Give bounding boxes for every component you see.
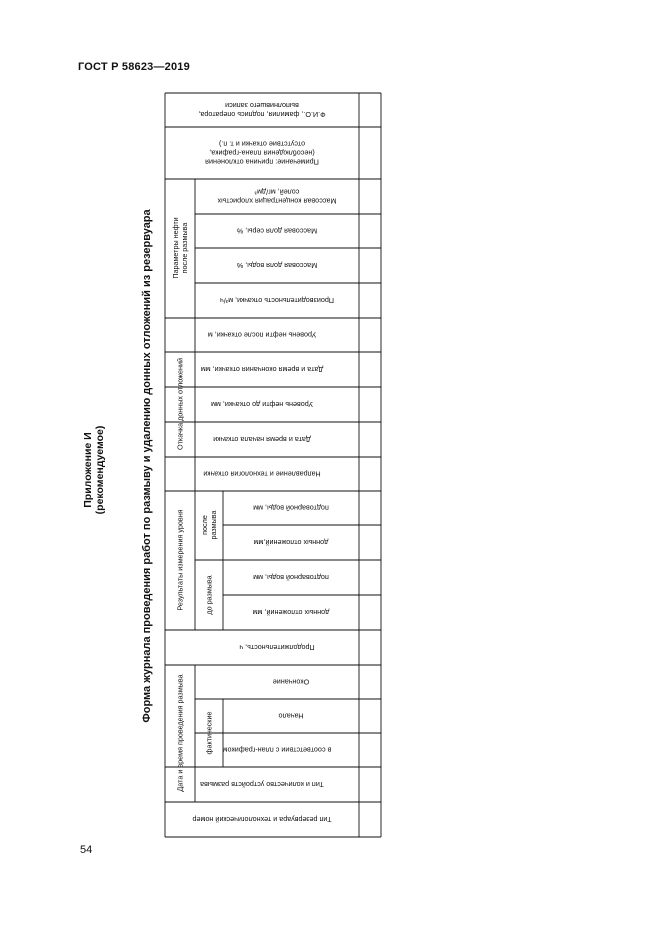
column-header-10: подтоварной воды, мм xyxy=(253,503,329,513)
column-header-9: донных отложений,мм xyxy=(253,538,329,547)
column-header-18: Массовая доля серы, % xyxy=(236,226,318,236)
column-header-5: Окончание xyxy=(272,677,310,687)
column-header-20: Примечание: причина отклонения(несоблюдения плана-графика,отсутствие откачки и т. п.) xyxy=(205,139,319,167)
group-label-pumping: Откачка донных отложений xyxy=(175,358,185,450)
column-header-16: Производительность откачки, м³/ч xyxy=(219,296,335,305)
form-title: Форма журнала проведения работ по размыву и удалению донных отложений из резервуара xyxy=(141,209,153,723)
column-header-1: Тип резервуара и технологический номер xyxy=(192,815,332,824)
column-header-6: Продолжительность, ч xyxy=(239,643,315,652)
subgroup-label-before: до размыва xyxy=(204,575,214,615)
group-label-dates: Дата и время проведения размыва xyxy=(175,674,185,792)
column-header-13: Уровень нефти до откачки, мм xyxy=(211,400,313,409)
journal-table xyxy=(165,93,381,837)
column-header-17: Массовая доля воды, % xyxy=(236,261,318,270)
column-header-12: Дата и время начала откачки xyxy=(213,435,311,444)
appendix-heading xyxy=(82,426,106,515)
journal-table-grid xyxy=(165,93,381,837)
column-header-11: Направление и технология откачки xyxy=(203,469,321,479)
appendix-subtitle: (рекомендуемое) xyxy=(94,425,106,515)
column-header-8: подтоварной воды, мм xyxy=(253,573,329,582)
column-header-2: Тип и количество устройств размыва xyxy=(200,780,324,789)
column-header-3: в соответствии с план-графиком xyxy=(222,745,332,755)
column-header-14: Дата и время окончания откачки, мм xyxy=(200,365,324,374)
group-label-params: Параметры нефтипосле размыва xyxy=(170,217,190,279)
group-label-results: Результаты измерения уровня xyxy=(175,509,185,611)
column-header-19: Массовая концентрация хлористыхсолей, мг/дм³ xyxy=(217,187,337,206)
column-header-15: Уровень нефти после откачки, м xyxy=(207,330,317,340)
subgroup-label-after: послеразмыва xyxy=(199,510,219,540)
standard-designation: ГОСТ Р 58623—2019 xyxy=(78,61,190,73)
column-header-7: донных отложений, мм xyxy=(252,608,330,617)
page-number: 54 xyxy=(80,844,93,856)
appendix-title: Приложение И xyxy=(82,432,94,508)
column-header-21: Ф.И.О., фамилия, подпись оператора,выполнившего записи xyxy=(198,100,326,120)
column-header-4: Начало xyxy=(278,711,304,721)
subgroup-label-fact: фактические xyxy=(204,711,214,755)
